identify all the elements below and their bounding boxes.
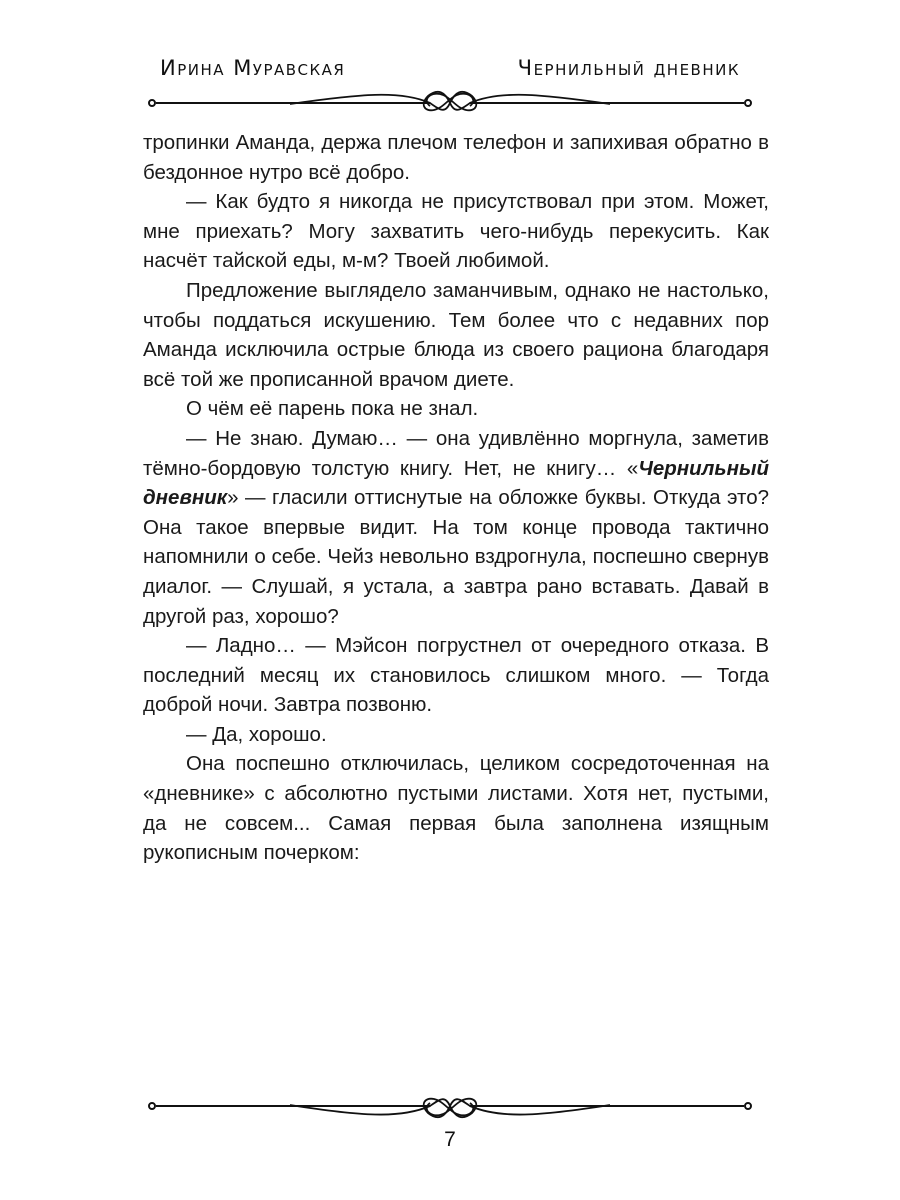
paragraph: О чём её парень пока не знал. [186,397,479,421]
header-author: Ирина Муравская [160,56,346,80]
paragraph: Она поспешно отключилась, целиком сосредоточенная на «дневнике» с абсолютно пустыми листами. Хотя нет, пустыми, да не совсем... Самая первая была заполнена изящным рукописным почерком: [143,752,769,865]
paragraph [143,424,769,631]
page-number: 7 [444,1128,456,1151]
top-ornament-divider [140,82,760,122]
header-book-title: Чернильный дневник [517,56,740,80]
body-text [143,128,769,868]
paragraph-text: » — гласили оттиснутые на обложке буквы. Откуда это? Она такое впервые видит. На том конце провода тактично напомнили о себе. Чейз невольно вздрогнула, поспешно свернув диалог. — Слушай, я устала, а завтра рано вставать. Давай в другой раз, хорошо? [143,486,769,628]
paragraph: — Как будто я никогда не присутствовал при этом. Может, мне приехать? Могу захватить чего-нибудь перекусить. Как насчёт тайской еды, м-м? Твоей любимой. [143,190,769,273]
paragraph: — Да, хорошо. [186,722,327,746]
paragraph: — Ладно… — Мэйсон погрустнел от очередного отказа. В последний месяц их становилось слишком много. — Тогда доброй ночи. Завтра позвоню. [143,634,769,717]
paragraph-text: — Не знаю. Думаю… — она удивлённо моргнула, заметив тёмно-бордовую толстую книгу. Нет, не книгу… « [143,426,769,480]
bottom-ornament-divider [140,1086,760,1126]
paragraph: тропинки Аманда, держа плечом телефон и запихивая обратно в бездонное нутро всё добро. [143,131,769,184]
paragraph: Предложение выглядело заманчивым, однако не настолько, чтобы поддаться искушению. Тем более что с недавних пор Аманда исключила острые блюда из своего рациона благодаря всё той же прописанной врачом диете. [143,278,769,391]
book-title-emphasis: Чернильный дневник [143,456,769,510]
